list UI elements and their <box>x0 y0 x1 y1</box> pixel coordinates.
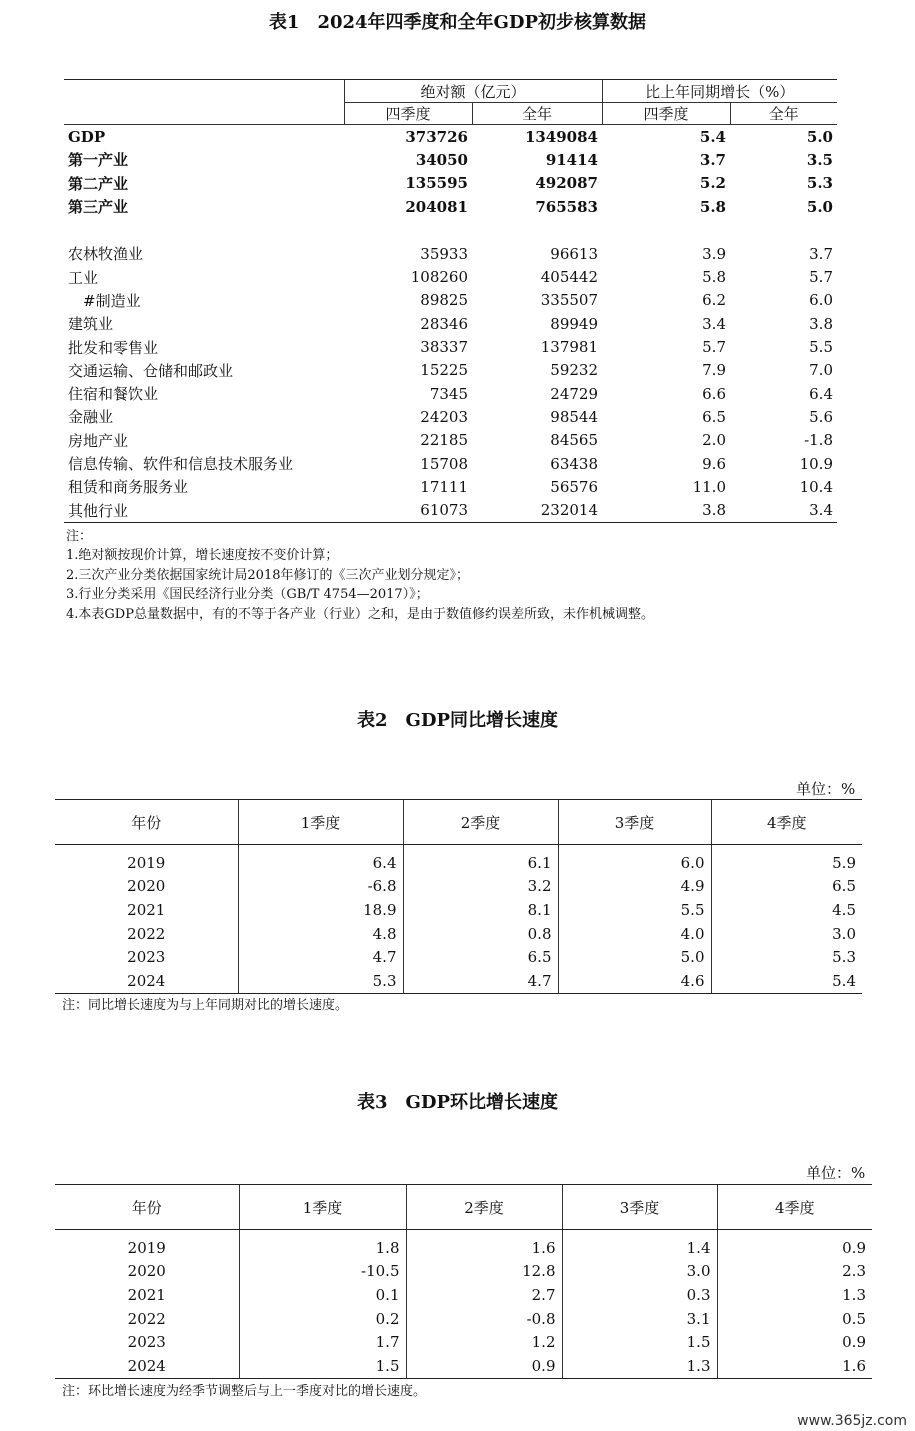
quarter-1-cell: 5.3 <box>238 969 403 993</box>
note-line: 注： <box>66 529 93 544</box>
table-row <box>64 172 837 195</box>
header-quarter-3: 3季度 <box>562 1185 717 1230</box>
table-row <box>55 875 862 899</box>
header-growth-q4: 四季度 <box>602 103 730 125</box>
q4-growth: 5.8 <box>699 197 726 216</box>
spacer-row <box>64 218 837 242</box>
year-amount: 63438 <box>550 454 598 473</box>
table-row <box>64 148 837 171</box>
year-growth: 5.0 <box>806 197 833 216</box>
year-cell: 2024 <box>55 1354 239 1378</box>
quarter-3-cell: 1.5 <box>562 1330 717 1354</box>
table1-title: 表1 2024年四季度和全年GDP初步核算数据 <box>268 12 647 33</box>
year-amount: 59232 <box>550 361 598 380</box>
table-row <box>64 195 837 218</box>
note-line: 2.三次产业分类依据国家统计局2018年修订的《三次产业划分规定》； <box>66 567 469 583</box>
table2 <box>55 799 862 994</box>
header-growth-year: 全年 <box>730 103 837 125</box>
industry-name: 工业 <box>68 268 99 287</box>
year-amount: 56576 <box>550 477 598 496</box>
industry-name: 其他行业 <box>64 498 344 522</box>
industry-name: 房地产业 <box>68 431 129 450</box>
year-growth: 10.9 <box>799 454 833 473</box>
q4-amount: 38337 <box>420 338 468 357</box>
quarter-3-cell: 5.5 <box>558 898 711 922</box>
quarter-4-cell: 0.5 <box>717 1307 872 1331</box>
table-row <box>64 382 837 405</box>
table-row <box>64 242 837 265</box>
quarter-3-cell: 3.0 <box>562 1260 717 1284</box>
q4-amount: 108260 <box>410 268 468 287</box>
header-quarter-4: 4季度 <box>711 800 862 845</box>
industry-name: 批发和零售业 <box>68 338 159 357</box>
quarter-3-cell: 0.3 <box>562 1283 717 1307</box>
year-amount: 137981 <box>540 338 598 357</box>
q4-growth: 5.8 <box>702 268 726 287</box>
year-growth: 3.4 <box>730 498 837 522</box>
quarter-4-cell: 1.3 <box>717 1283 872 1307</box>
q4-growth: 9.6 <box>702 454 726 473</box>
year-growth: 5.6 <box>809 407 833 426</box>
quarter-3-cell: 4.9 <box>558 875 711 899</box>
table-row <box>55 1260 872 1284</box>
q4-amount: 61073 <box>344 498 472 522</box>
year-growth: 5.7 <box>809 268 833 287</box>
table-row <box>55 945 862 969</box>
note-line: 4.本表GDP总量数据中，有的不等于各产业（行业）之和，是由于数值修约误差所致，未作机械调整。 <box>66 606 654 622</box>
year-cell: 2019 <box>127 1238 166 1257</box>
q4-amount: 7345 <box>429 384 468 403</box>
industry-name: 建筑业 <box>68 315 114 334</box>
industry-name: #制造业 <box>68 291 141 310</box>
header-absolute-group: 绝对额（亿元） <box>344 80 602 103</box>
table-row <box>55 1354 872 1378</box>
table3-unit: 单位：% <box>806 1164 866 1182</box>
table-row <box>55 1283 872 1307</box>
table-row <box>64 265 837 288</box>
header-quarter-1: 1季度 <box>238 800 403 845</box>
quarter-4-cell: 2.3 <box>717 1260 872 1284</box>
quarter-3-cell: 4.6 <box>558 969 711 993</box>
year-amount: 765583 <box>535 197 598 216</box>
quarter-1-cell: 0.2 <box>239 1307 406 1331</box>
year-cell: 2020 <box>127 1262 166 1281</box>
header-year: 年份 <box>55 800 238 845</box>
quarter-3-cell: 6.0 <box>558 845 711 875</box>
q4-amount: 373726 <box>405 127 468 146</box>
note-line: 1.绝对额按现价计算，增长速度按不变价计算； <box>66 548 339 564</box>
quarter-3-cell: 1.4 <box>562 1230 717 1260</box>
quarter-2-cell: 2.7 <box>406 1283 562 1307</box>
header-quarter-2: 2季度 <box>403 800 558 845</box>
q4-growth: 3.8 <box>602 498 730 522</box>
table-row <box>64 125 837 149</box>
industry-name: 租赁和商务服务业 <box>68 478 189 497</box>
q4-amount: 17111 <box>420 477 468 496</box>
q4-growth: 3.4 <box>702 314 726 333</box>
header-quarter-4: 4季度 <box>717 1185 872 1230</box>
q4-growth: 5.2 <box>699 174 726 193</box>
quarter-2-cell: 12.8 <box>406 1260 562 1284</box>
table-row <box>64 475 837 498</box>
quarter-1-cell: 1.5 <box>239 1354 406 1378</box>
year-growth: 3.7 <box>809 244 833 263</box>
quarter-1-cell: 4.8 <box>238 922 403 946</box>
header-abs-q4: 四季度 <box>344 103 472 125</box>
table1 <box>64 79 837 523</box>
year-growth: 6.4 <box>809 384 833 403</box>
quarter-2-cell: 8.1 <box>403 898 558 922</box>
year-amount: 24729 <box>550 384 598 403</box>
quarter-2-cell: -0.8 <box>406 1307 562 1331</box>
q4-amount: 34050 <box>415 150 468 169</box>
year-growth: 5.0 <box>806 127 833 146</box>
year-amount: 84565 <box>550 431 598 450</box>
quarter-4-cell: 0.9 <box>717 1330 872 1354</box>
table1-notes <box>66 527 654 624</box>
table3-note: 注：环比增长速度为经季节调整后与上一季度对比的增长速度。 <box>62 1384 427 1399</box>
quarter-2-cell: 0.8 <box>403 922 558 946</box>
table-row <box>55 922 862 946</box>
table-row <box>64 312 837 335</box>
table-row <box>55 1307 872 1331</box>
q4-growth: 3.9 <box>702 244 726 263</box>
year-cell: 2020 <box>127 877 166 896</box>
q4-amount: 28346 <box>420 314 468 333</box>
q4-growth: 6.6 <box>702 384 726 403</box>
year-growth: 10.4 <box>799 477 833 496</box>
quarter-2-cell: 4.7 <box>403 969 558 993</box>
q4-amount: 35933 <box>420 244 468 263</box>
table-row <box>64 405 837 428</box>
quarter-1-cell: -10.5 <box>239 1260 406 1284</box>
watermark: www.365jz.com <box>797 1413 907 1429</box>
year-amount: 492087 <box>535 174 598 193</box>
year-growth: 5.5 <box>809 338 833 357</box>
year-cell: 2022 <box>127 1309 166 1328</box>
year-cell: 2024 <box>55 969 238 993</box>
q4-amount: 22185 <box>420 431 468 450</box>
quarter-3-cell: 3.1 <box>562 1307 717 1331</box>
quarter-3-cell: 5.0 <box>558 945 711 969</box>
year-cell: 2022 <box>127 924 166 943</box>
quarter-1-cell: 1.8 <box>239 1230 406 1260</box>
industry-name: 第一产业 <box>68 151 129 170</box>
quarter-4-cell: 6.5 <box>711 875 862 899</box>
quarter-1-cell: -6.8 <box>238 875 403 899</box>
industry-name: 住宿和餐饮业 <box>68 385 159 404</box>
quarter-4-cell: 5.9 <box>711 845 862 875</box>
q4-amount: 15708 <box>420 454 468 473</box>
quarter-1-cell: 1.7 <box>239 1330 406 1354</box>
year-cell: 2021 <box>127 1285 166 1304</box>
year-amount: 96613 <box>550 244 598 263</box>
quarter-2-cell: 1.6 <box>406 1230 562 1260</box>
quarter-2-cell: 6.5 <box>403 945 558 969</box>
table-row <box>64 335 837 358</box>
table-row <box>55 1330 872 1354</box>
year-growth: 5.3 <box>806 174 833 193</box>
year-amount: 98544 <box>550 407 598 426</box>
year-growth: 7.0 <box>809 361 833 380</box>
q4-growth: 6.5 <box>702 407 726 426</box>
q4-growth: 7.9 <box>702 361 726 380</box>
quarter-4-cell: 5.3 <box>711 945 862 969</box>
table-row <box>55 898 862 922</box>
quarter-2-cell: 1.2 <box>406 1330 562 1354</box>
industry-name: 金融业 <box>68 408 114 427</box>
year-amount: 405442 <box>540 268 598 287</box>
quarter-1-cell: 0.1 <box>239 1283 406 1307</box>
year-amount: 335507 <box>540 291 598 310</box>
quarter-4-cell: 4.5 <box>711 898 862 922</box>
quarter-2-cell: 0.9 <box>406 1354 562 1378</box>
year-cell: 2023 <box>127 1333 166 1352</box>
quarter-3-cell: 4.0 <box>558 922 711 946</box>
q4-growth: 5.7 <box>702 338 726 357</box>
industry-name: GDP <box>68 127 106 146</box>
table3-title: 表3 GDP环比增长速度 <box>356 1092 559 1113</box>
industry-name: 农林牧渔业 <box>68 245 144 264</box>
year-amount: 89949 <box>550 314 598 333</box>
table2-unit: 单位：% <box>796 780 856 798</box>
quarter-4-cell: 3.0 <box>711 922 862 946</box>
quarter-3-cell: 1.3 <box>562 1354 717 1378</box>
year-cell: 2023 <box>127 948 166 967</box>
industry-name: 第三产业 <box>68 198 129 217</box>
q4-amount: 204081 <box>405 197 468 216</box>
quarter-1-cell: 6.4 <box>238 845 403 875</box>
quarter-2-cell: 3.2 <box>403 875 558 899</box>
table-row <box>64 429 837 452</box>
q4-amount: 15225 <box>420 361 468 380</box>
header-abs-year: 全年 <box>472 103 602 125</box>
q4-growth: 5.4 <box>699 127 726 146</box>
q4-growth: 6.2 <box>702 291 726 310</box>
table-row <box>64 452 837 475</box>
quarter-1-cell: 18.9 <box>238 898 403 922</box>
header-quarter-2: 2季度 <box>406 1185 562 1230</box>
header-quarter-1: 1季度 <box>239 1185 406 1230</box>
year-cell: 2019 <box>127 853 166 872</box>
q4-growth: 11.0 <box>692 477 726 496</box>
industry-name: 交通运输、仓储和邮政业 <box>68 361 234 380</box>
year-growth: 3.5 <box>806 150 833 169</box>
table-row <box>64 289 837 312</box>
q4-growth: 2.0 <box>702 431 726 450</box>
table2-note: 注：同比增长速度为与上年同期对比的增长速度。 <box>62 998 349 1013</box>
q4-amount: 24203 <box>420 407 468 426</box>
table3 <box>55 1184 872 1379</box>
header-quarter-3: 3季度 <box>558 800 711 845</box>
table-row <box>55 969 862 993</box>
table-row <box>64 498 837 522</box>
quarter-1-cell: 4.7 <box>238 945 403 969</box>
industry-name: 信息传输、软件和信息技术服务业 <box>68 455 294 473</box>
quarter-4-cell: 1.6 <box>717 1354 872 1378</box>
table-row <box>55 845 862 875</box>
year-growth: -1.8 <box>804 431 833 450</box>
header-growth-group: 比上年同期增长（%） <box>602 80 837 103</box>
table-row <box>55 1230 872 1260</box>
header-year: 年份 <box>55 1185 239 1230</box>
year-growth: 6.0 <box>809 291 833 310</box>
year-amount: 232014 <box>472 498 602 522</box>
q4-growth: 3.7 <box>699 150 726 169</box>
table2-title: 表2 GDP同比增长速度 <box>356 710 559 731</box>
year-growth: 3.8 <box>809 314 833 333</box>
year-cell: 2021 <box>127 900 166 919</box>
industry-name: 第二产业 <box>68 174 129 193</box>
quarter-2-cell: 6.1 <box>403 845 558 875</box>
q4-amount: 135595 <box>405 174 468 193</box>
q4-amount: 89825 <box>420 291 468 310</box>
year-amount: 1349084 <box>524 127 598 146</box>
table-row <box>64 359 837 382</box>
quarter-4-cell: 5.4 <box>711 969 862 993</box>
quarter-4-cell: 0.9 <box>717 1230 872 1260</box>
note-line: 3.行业分类采用《国民经济行业分类（GB/T 4754—2017）》； <box>66 587 429 603</box>
year-amount: 91414 <box>545 150 598 169</box>
